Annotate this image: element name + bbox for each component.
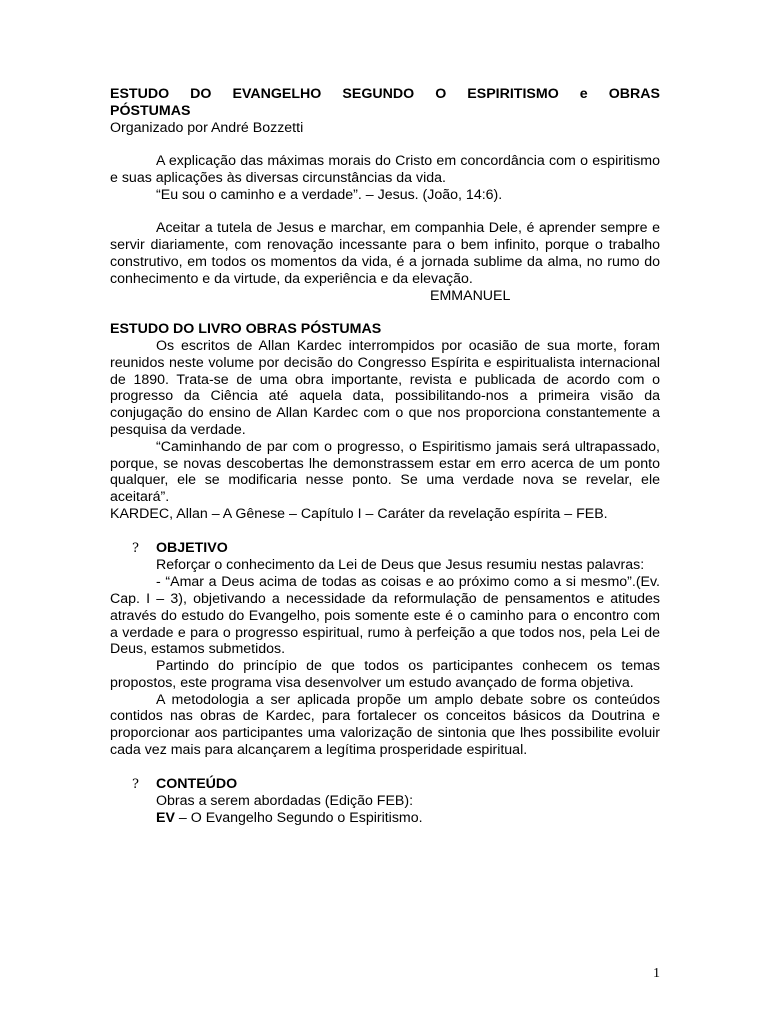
intro-paragraph-1: A explicação das máximas morais do Cristo em concordância com o espiritismo e suas aplicações às diversas circunstâncias da vida. <box>110 153 660 186</box>
section-heading-conteudo <box>110 776 660 794</box>
objetivo-label: OBJETIVO <box>156 539 228 556</box>
intro-quote-jesus: “Eu sou o caminho e a verdade”. – Jesus. (João, 14:6). <box>156 186 503 203</box>
bullet-marker-icon: ? <box>132 776 139 792</box>
conteudo-label: CONTEÚDO <box>156 775 238 792</box>
obras-postumas-quote: “Caminhando de par com o progresso, o Espiritismo jamais será ultrapassado, porque, se novas descobertas lhe demonstrassem estar em erro acerca de um ponto qualquer, ele se modificaria nesse ponto. Se uma verdade nova se revelar, ele aceitará”. <box>110 438 660 506</box>
page-number: 1 <box>653 966 660 981</box>
document-title-line1: ESTUDO DO EVANGELHO SEGUNDO O ESPIRITISMO e OBRAS <box>110 86 660 102</box>
document-organizer: Organizado por André Bozzetti <box>110 119 304 136</box>
section-heading-obras-postumas: ESTUDO DO LIVRO OBRAS PÓSTUMAS <box>110 321 382 338</box>
conteudo-intro: Obras a serem abordadas (Edição FEB): <box>156 793 414 810</box>
obras-postumas-paragraph-1: Os escritos de Allan Kardec interrompidos por ocasião de sua morte, foram reunidos neste volume por decisão do Congresso Espírita e espiritualista internacional de 1890. Trata-se de uma obra importante, revista e publicada de acordo com o progresso da Ciência até aquela data, possibilitando-nos a primeira visão da conjugação do ensino de Allan Kardec com o que nos proporciona constantemente a pesquisa da verdade. <box>110 337 660 438</box>
intro-paragraph-emmanuel: Aceitar a tutela de Jesus e marchar, em companhia Dele, é aprender sempre e servir diariamente, com renovação incessante para o bem infinito, porque o trabalho construtivo, em todos os momentos da vida, é a jornada sublime da alma, no rumo do conhecimento e da virtude, da experiência e da elevação. <box>110 220 660 287</box>
conteudo-item-ev-text: – O Evangelho Segundo o Espiritismo. <box>174 810 423 827</box>
document-body <box>110 86 660 827</box>
conteudo-item-ev-abbr: EV <box>156 810 175 827</box>
signature-emmanuel: EMMANUEL <box>430 287 511 304</box>
objetivo-paragraph-1: Reforçar o conhecimento da Lei de Deus que Jesus resumiu nestas palavras: <box>156 557 645 574</box>
objetivo-paragraph-3: Partindo do princípio de que todos os participantes conhecem os temas propostos, este programa visa desenvolver um estudo avançado de forma objetiva. <box>110 658 660 691</box>
conteudo-item-ev <box>110 810 660 827</box>
objetivo-paragraph-4: A metodologia a ser aplicada propõe um amplo debate sobre os conteúdos contidos nas obras de Kardec, para fortalecer os conceitos básicos da Doutrina e proporcionar aos participantes uma valorização de sintonia que lhes possibilite evoluir cada vez mais para alcançarem a legítima prosperidade espiritual. <box>110 691 660 759</box>
document-title-line2: PÓSTUMAS <box>110 102 191 119</box>
section-heading-objetivo <box>110 540 660 558</box>
objetivo-paragraph-2: - “Amar a Deus acima de todas as coisas e ao próximo como a si mesmo”.(Ev. Cap. I – 3), objetivando a necessidade da reformulação de pensamentos e atitudes através do estudo do Evangelho, pois somente este é o caminho para o encontro com a verdade e para o progresso espiritual, rumo à perfeição a que todos nos, pela Lei de Deus, estamos submetidos. <box>110 574 660 658</box>
obras-postumas-citation: KARDEC, Allan – A Gênese – Capítulo I – Caráter da revelação espírita – FEB. <box>110 505 608 522</box>
bullet-marker-icon: ? <box>132 540 139 556</box>
